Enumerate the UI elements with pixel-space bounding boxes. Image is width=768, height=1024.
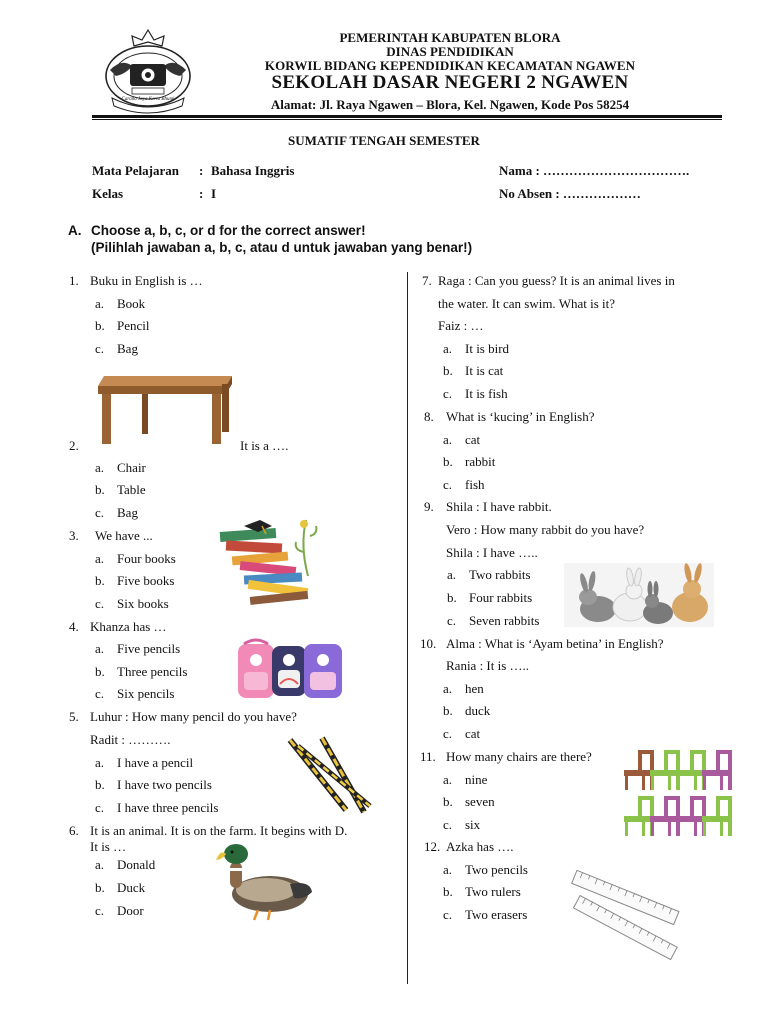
- q8-opt-c[interactable]: fish: [465, 477, 485, 492]
- q6-opt-b[interactable]: Duck: [117, 880, 146, 895]
- q5-text-2: Radit : ……….: [90, 732, 171, 747]
- q7-text: Raga : Can you guess? It is an animal lives in: [438, 273, 675, 288]
- q2-opt-c[interactable]: Bag: [117, 505, 138, 520]
- exam-title: SUMATIF TENGAH SEMESTER: [288, 133, 480, 148]
- q3-opt-b[interactable]: Five books: [117, 573, 175, 588]
- q1-opt-b[interactable]: Pencil: [117, 318, 150, 333]
- q5-opt-b-letter: b.: [95, 777, 105, 792]
- q11-opt-c[interactable]: six: [465, 817, 481, 832]
- q6-text-2: It is …: [90, 839, 127, 854]
- section-letter: A.: [68, 223, 82, 238]
- q2-opt-a-letter: a.: [95, 460, 105, 475]
- q8-opt-b[interactable]: rabbit: [465, 454, 496, 469]
- q3-text: We have ...: [95, 528, 153, 543]
- q8-opt-b-letter: b.: [443, 454, 453, 469]
- q4-opt-c[interactable]: Six pencils: [117, 686, 175, 701]
- q6-opt-a-letter: a.: [95, 857, 105, 872]
- q11-number: 11.: [420, 749, 436, 764]
- q10-opt-b[interactable]: duck: [465, 703, 491, 718]
- q1-opt-c-letter: c.: [95, 341, 105, 356]
- q12-opt-c[interactable]: Two erasers: [465, 907, 528, 922]
- kop-line-government: PEMERINTAH KABUPATEN BLORA: [339, 30, 561, 45]
- q4-opt-c-letter: c.: [95, 686, 105, 701]
- subject-value: Bahasa Inggris: [211, 163, 295, 178]
- q9-number: 9.: [424, 499, 434, 514]
- q8-opt-a-letter: a.: [443, 432, 453, 447]
- section-instruction-id: (Pilihlah jawaban a, b, c, atau d untuk jawaban yang benar!): [91, 240, 473, 255]
- q2-opt-b[interactable]: Table: [117, 482, 146, 497]
- q3-opt-b-letter: b.: [95, 573, 105, 588]
- q12-opt-c-letter: c.: [443, 907, 453, 922]
- q2-number: 2.: [69, 438, 79, 453]
- q1-opt-b-letter: b.: [95, 318, 105, 333]
- q9-text: Shila : I have rabbit.: [446, 499, 552, 514]
- q11-opt-a[interactable]: nine: [465, 772, 488, 787]
- q2-opt-a[interactable]: Chair: [117, 460, 146, 475]
- q7-opt-b-letter: b.: [443, 363, 453, 378]
- q5-opt-a[interactable]: I have a pencil: [117, 755, 194, 770]
- chair-icon: [702, 750, 732, 790]
- q10-text: Alma : What is ‘Ayam betina’ in English?: [446, 636, 664, 651]
- q4-opt-b-letter: b.: [95, 664, 105, 679]
- column-divider: [407, 272, 408, 984]
- q10-opt-c-letter: c.: [443, 726, 453, 741]
- q6-opt-c-letter: c.: [95, 903, 105, 918]
- q11-text: How many chairs are there?: [446, 749, 592, 764]
- chair-icon: [676, 796, 706, 836]
- q7-opt-b[interactable]: It is cat: [465, 363, 504, 378]
- section-instruction-en: Choose a, b, c, or d for the correct answer!: [91, 223, 366, 238]
- q1-opt-c[interactable]: Bag: [117, 341, 138, 356]
- chair-icon: [650, 750, 680, 790]
- q9-opt-a[interactable]: Two rabbits: [469, 567, 531, 582]
- q3-opt-c-letter: c.: [95, 596, 105, 611]
- q3-opt-c[interactable]: Six books: [117, 596, 169, 611]
- chair-icon: [624, 796, 654, 836]
- q2-opt-b-letter: b.: [95, 482, 105, 497]
- absen-field[interactable]: No Absen : ………………: [499, 186, 641, 201]
- q1-number: 1.: [69, 273, 79, 288]
- q9-opt-c-letter: c.: [447, 613, 457, 628]
- books-image-icon: [218, 516, 322, 606]
- chair-icon: [650, 796, 680, 836]
- q11-opt-b-letter: b.: [443, 794, 453, 809]
- q12-number: 12.: [424, 839, 441, 854]
- chairs-image-icon: [620, 748, 730, 840]
- school-address: Alamat: Jl. Raya Ngawen – Blora, Kel. Ngawen, Kode Pos 58254: [270, 97, 630, 112]
- q8-text: What is ‘kucing’ in English?: [446, 409, 595, 424]
- q10-text-2: Rania : It is …..: [446, 658, 530, 673]
- q12-opt-b[interactable]: Two rulers: [465, 884, 521, 899]
- chair-icon: [702, 796, 732, 836]
- q7-text-2: the water. It can swim. What is it?: [438, 296, 616, 311]
- q10-opt-a[interactable]: hen: [465, 681, 484, 696]
- subject-label: Mata Pelajaran: [92, 163, 180, 178]
- class-value: I: [211, 186, 217, 201]
- q8-opt-a[interactable]: cat: [465, 432, 481, 447]
- kop-line-department: DINAS PENDIDIKAN: [386, 44, 514, 59]
- q7-text-3: Faiz : …: [438, 318, 484, 333]
- q2-opt-c-letter: c.: [95, 505, 105, 520]
- q7-opt-c[interactable]: It is fish: [465, 386, 508, 401]
- q10-number: 10.: [420, 636, 437, 651]
- q7-opt-a-letter: a.: [443, 341, 453, 356]
- q9-text-3: Shila : I have …..: [446, 545, 538, 560]
- q4-text: Khanza has …: [90, 619, 167, 634]
- q11-opt-b[interactable]: seven: [465, 794, 495, 809]
- q9-text-2: Vero : How many rabbit do you have?: [446, 522, 645, 537]
- q11-opt-a-letter: a.: [443, 772, 453, 787]
- class-separator: :: [199, 186, 204, 201]
- q4-opt-b[interactable]: Three pencils: [117, 664, 188, 679]
- q6-opt-a[interactable]: Donald: [117, 857, 156, 872]
- q2-text: It is a ….: [240, 438, 289, 453]
- rabbits-image-icon: [564, 563, 714, 627]
- bags-image-icon: [236, 638, 346, 700]
- q4-number: 4.: [69, 619, 79, 634]
- q1-opt-a[interactable]: Book: [117, 296, 146, 311]
- q11-opt-c-letter: c.: [443, 817, 453, 832]
- q5-text: Luhur : How many pencil do you have?: [90, 709, 297, 724]
- q1-text: Buku in English is …: [90, 273, 203, 288]
- q12-opt-b-letter: b.: [443, 884, 453, 899]
- chair-icon: [624, 750, 654, 790]
- q10-opt-a-letter: a.: [443, 681, 453, 696]
- q6-number: 6.: [69, 823, 79, 838]
- q12-text: Azka has ….: [446, 839, 514, 854]
- q1-opt-a-letter: a.: [95, 296, 105, 311]
- q3-opt-a-letter: a.: [95, 551, 105, 566]
- q9-opt-a-letter: a.: [447, 567, 457, 582]
- q7-opt-a[interactable]: It is bird: [465, 341, 510, 356]
- q5-number: 5.: [69, 709, 79, 724]
- q10-opt-c[interactable]: cat: [465, 726, 481, 741]
- q8-opt-c-letter: c.: [443, 477, 453, 492]
- q6-opt-c[interactable]: Door: [117, 903, 144, 918]
- kop-line-korwil: KORWIL BIDANG KEPENDIDIKAN KECAMATAN NGAWEN: [264, 58, 636, 73]
- q12-opt-a[interactable]: Two pencils: [465, 862, 528, 877]
- q9-opt-b[interactable]: Four rabbits: [469, 590, 533, 605]
- q5-opt-b[interactable]: I have two pencils: [117, 777, 212, 792]
- rulers-image-icon: [566, 868, 682, 964]
- q6-opt-b-letter: b.: [95, 880, 105, 895]
- q3-number: 3.: [69, 528, 79, 543]
- q6-text: It is an animal. It is on the farm. It begins with D.: [90, 823, 348, 838]
- letterhead-rule-thin: [92, 119, 722, 120]
- class-label: Kelas: [92, 186, 124, 201]
- q9-opt-b-letter: b.: [447, 590, 457, 605]
- name-field[interactable]: Nama : …………………………….: [499, 163, 690, 178]
- q8-number: 8.: [424, 409, 434, 424]
- q3-opt-a[interactable]: Four books: [117, 551, 176, 566]
- subject-separator: :: [199, 163, 204, 178]
- chair-icon: [676, 750, 706, 790]
- q5-opt-a-letter: a.: [95, 755, 105, 770]
- q5-opt-c[interactable]: I have three pencils: [117, 800, 219, 815]
- q12-opt-a-letter: a.: [443, 862, 453, 877]
- logo-motto: Carana Jaya Kerta Bhumi: [121, 97, 175, 102]
- q7-opt-c-letter: c.: [443, 386, 453, 401]
- pencils-image-icon: [284, 736, 374, 814]
- duck-image-icon: [214, 840, 314, 922]
- q7-number: 7.: [422, 273, 432, 288]
- table-image-icon: [94, 370, 236, 448]
- q9-opt-c[interactable]: Seven rabbits: [469, 613, 540, 628]
- letterhead-rule-thick: [92, 115, 722, 118]
- q4-opt-a-letter: a.: [95, 641, 105, 656]
- q5-opt-c-letter: c.: [95, 800, 105, 815]
- q4-opt-a[interactable]: Five pencils: [117, 641, 181, 656]
- q10-opt-b-letter: b.: [443, 703, 453, 718]
- school-name: SEKOLAH DASAR NEGERI 2 NGAWEN: [271, 72, 629, 93]
